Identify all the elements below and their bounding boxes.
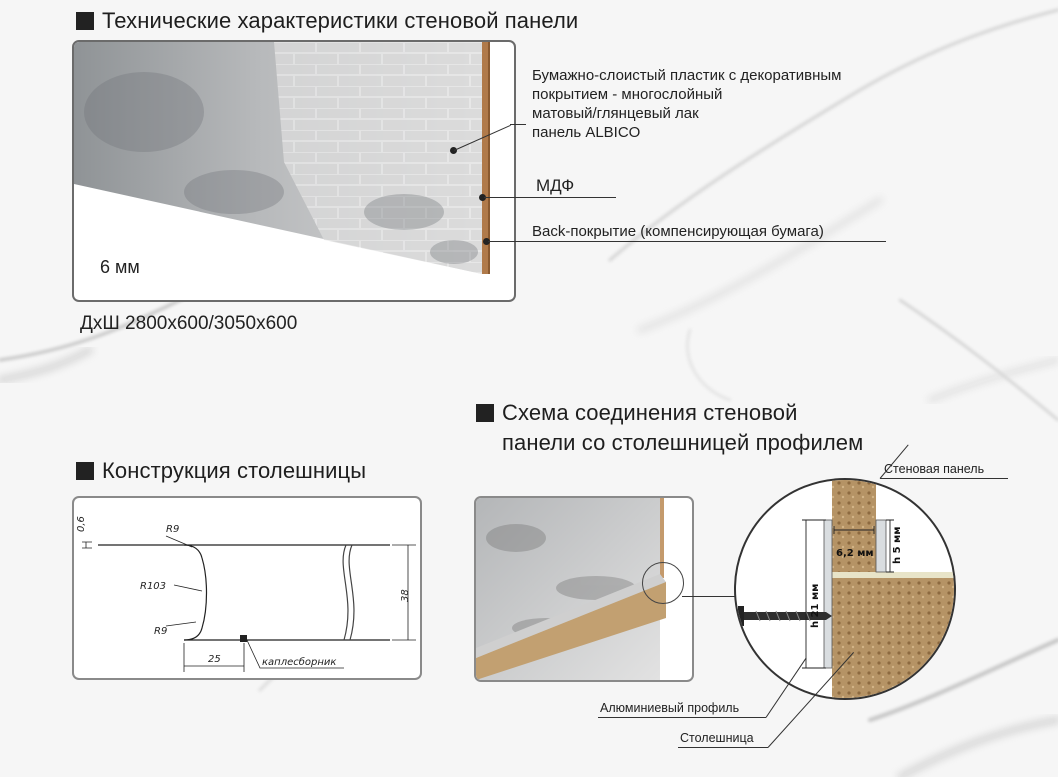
wall-panel-leader-h <box>880 478 1008 479</box>
dimensions-label: ДхШ 2800х600/3050х600 <box>80 313 298 334</box>
panel-sample-frame <box>72 40 516 302</box>
wall-panel-sample-image <box>74 42 516 302</box>
laminate-line-3: матовый/глянцевый лак <box>532 105 699 122</box>
wall-panel-label: Стеновая панель <box>884 462 985 476</box>
square-bullet-icon <box>76 462 94 480</box>
tech-title-text: Технические характеристики стеновой панели <box>102 8 579 33</box>
countertop-profile-drawing <box>74 498 420 678</box>
joint-detail-drawing <box>736 480 954 698</box>
joint-section-title <box>476 400 797 426</box>
joint-detail-circle <box>734 478 956 700</box>
leader-mdf <box>484 197 616 198</box>
joint-title-line-1: Схема соединения стеновой <box>502 400 798 425</box>
leader-back <box>488 241 886 242</box>
joint-section-title-2 <box>502 430 863 456</box>
mdf-annotation: МДФ <box>536 176 575 195</box>
countertop-title-text: Конструкция столешницы <box>102 458 367 483</box>
thickness-label: 6 мм <box>100 257 140 277</box>
laminate-line-4: панель ALBICO <box>532 124 641 141</box>
countertop-section-title <box>76 458 366 484</box>
drip-groove-mark <box>240 635 247 642</box>
countertop-leader-h <box>678 747 768 748</box>
square-bullet-icon <box>76 12 94 30</box>
square-bullet-icon <box>476 404 494 422</box>
label-h21: h 21 мм <box>810 583 821 628</box>
joint-title-line-2: панели со столешницей профилем <box>502 430 864 455</box>
label-r9-top: R9 <box>166 524 180 535</box>
profile-leader-h <box>598 717 766 718</box>
leader-laminate-end <box>510 124 526 125</box>
label-drip-groove: каплесборник <box>262 657 337 668</box>
label-h5: h 5 мм <box>892 526 903 564</box>
laminate-annotation <box>532 66 841 142</box>
tech-section-title <box>76 8 578 34</box>
label-38: 38 <box>400 589 411 602</box>
back-annotation: Back-покрытие (компенсирующая бумага) <box>532 223 824 240</box>
callout-connector <box>682 596 738 597</box>
laminate-line-1: Бумажно-слоистый пластик с декоративным <box>532 67 842 84</box>
label-r103: R103 <box>140 581 167 592</box>
label-6-2: 6,2 мм <box>836 548 874 559</box>
detail-callout-circle <box>642 562 684 604</box>
laminate-line-2: покрытием - многослойный <box>532 86 723 103</box>
label-0-6: 0,6 <box>76 516 87 532</box>
label-25: 25 <box>208 654 221 665</box>
aluminum-profile-label: Алюминиевый профиль <box>600 701 740 715</box>
label-r9-bottom: R9 <box>154 626 168 637</box>
countertop-drawing-frame <box>72 496 422 680</box>
countertop-label: Столешница <box>680 731 754 745</box>
